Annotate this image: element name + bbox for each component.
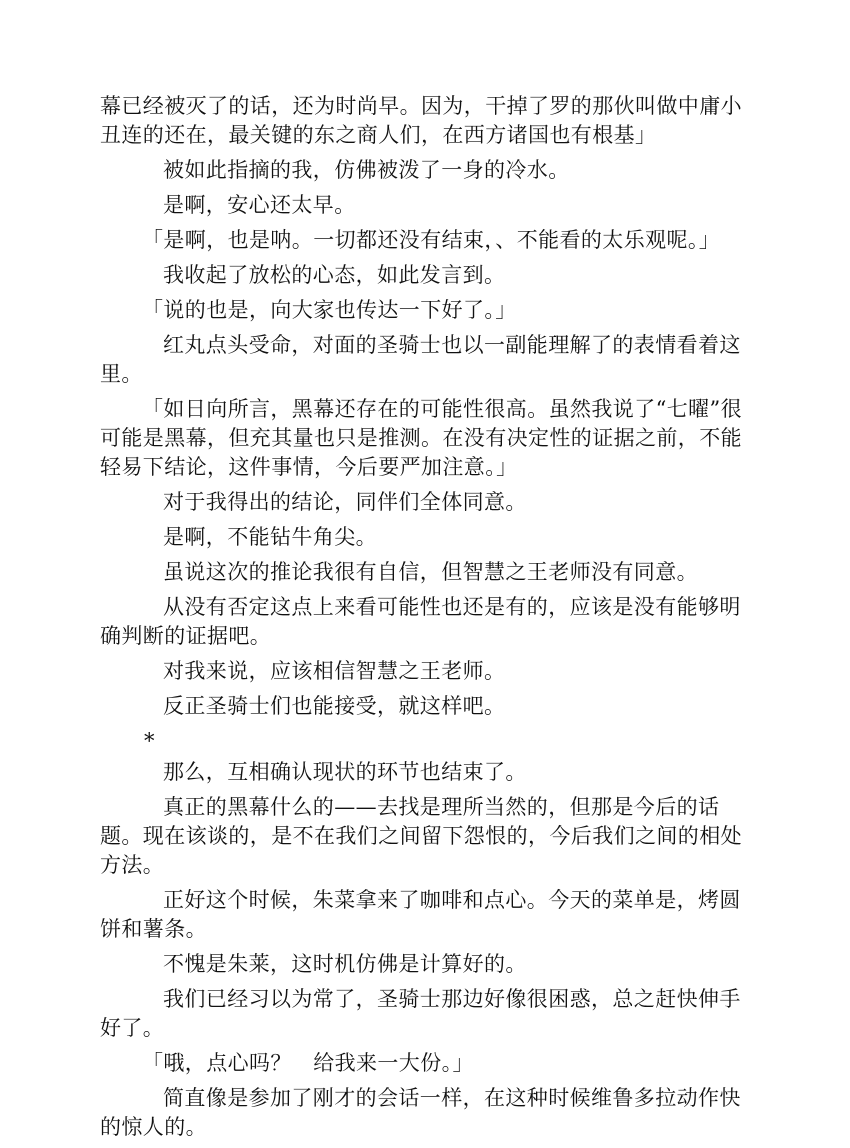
paragraph: 对于我得出的结论，同伴们全体同意。 <box>163 490 527 514</box>
paragraph: 那么，互相确认现状的环节也结束了。 <box>163 760 527 784</box>
paragraph: 是啊，安心还太早。 <box>163 193 356 217</box>
paragraph: 对我来说，应该相信智慧之王老师。 <box>163 659 506 683</box>
paragraph: 正好这个时候，朱菜拿来了咖啡和点心。今天的菜单是，烤圆饼和薯条。 <box>100 888 741 941</box>
paragraph: 真正的黑幕什么的——去找是理所当然的，但那是今后的话题。现在该谈的，是不在我们之间留下怨恨的，今后我们之间的相处方法。 <box>100 795 742 877</box>
paragraph: 我们已经习以为常了，圣骑士那边好像很困惑，总之赶快伸手好了。 <box>100 987 741 1040</box>
paragraph: 红丸点头受命，对面的圣骑士也以一副能理解了的表情看着这里。 <box>100 333 741 386</box>
paragraph: 被如此指摘的我，仿佛被泼了一身的冷水。 <box>163 158 570 182</box>
paragraph: 从没有否定这点上来看可能性也还是有的，应该是没有能够明确判断的证据吧。 <box>100 595 741 648</box>
paragraph: 反正圣骑士们也能接受，就这样吧。 <box>163 694 506 718</box>
document-page <box>100 92 748 1148</box>
dialogue-paragraph: 「如日向所言，黑幕还存在的可能性很高。虽然我说了“七曜”很可能是黑幕，但充其量也只是推测。在没有决定性的证据之前，不能轻易下结论，这件事情，今后要严加注意。」 <box>100 397 743 479</box>
paragraph: 幕已经被灭了的话，还为时尚早。因为，干掉了罗的那伙叫做中庸小丑连的还在，最关键的东之商人们，在西方诸国也有根基」 <box>100 94 742 147</box>
paragraph: 不愧是朱莱，这时机仿佛是计算好的。 <box>163 952 527 976</box>
dialogue-paragraph: 「哦，点心吗？ 给我来一大份。」 <box>142 1051 474 1075</box>
paragraph: 简直像是参加了刚才的会话一样，在这种时候维鲁多拉动作快的惊人的。 <box>100 1086 741 1139</box>
paragraph: 虽说这次的推论我很有自信，但智慧之王老师没有同意。 <box>163 560 698 584</box>
paragraph: 是啊，不能钻牛角尖。 <box>163 525 377 549</box>
section-break-star: * <box>144 729 155 753</box>
paragraph: 我收起了放松的心态，如此发言到。 <box>163 263 506 287</box>
dialogue-paragraph: 「是啊，也是呐。一切都还没有结束，、不能看的太乐观呢。」 <box>142 228 721 252</box>
dialogue-paragraph: 「说的也是，向大家也传达一下好了。」 <box>142 298 517 322</box>
